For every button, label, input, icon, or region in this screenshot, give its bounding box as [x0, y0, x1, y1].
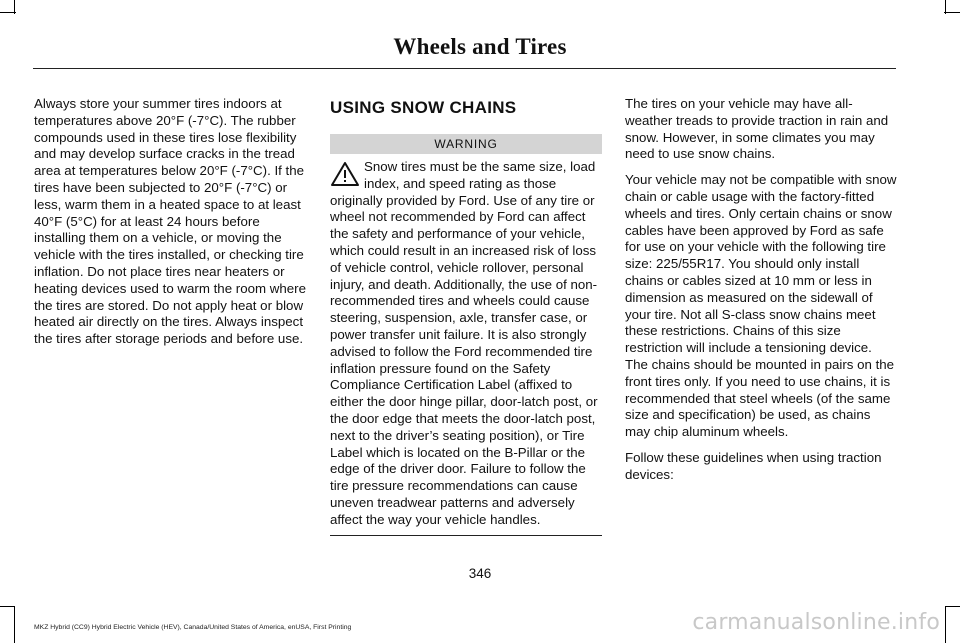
watermark: carmanualsonline.info	[692, 610, 940, 635]
crop-mark	[0, 606, 14, 607]
paragraph: Follow these guidelines when using traction devices:	[625, 449, 882, 482]
warning-text: Snow tires must be the same size, load index, and speed rating as those originally provided by Ford. Use of any tire or wheel not recommended by Ford can affect the safety and performance of your vehicle, which could result in an increased risk of loss of vehicle control, vehicle rollover, personal injury, and death. Additionally, the use of non-recommended tires and wheels could cause steering, suspension, axle, transfer case, or power transfer unit failure. It is also strongly advised to follow the Ford recommended tire inflation pressure found on the Safety Compliance Certification Label (affixed to either the door hinge pillar, door-latch post, or the door edge that meets the door-latch post, next to the driver’s seating position), or Tire Label which is located on the B-Pillar or the edge of the driver door. Failure to follow the tire pressure recommendations can cause uneven treadwear patterns and adversely affect the way your vehicle handles.	[330, 159, 598, 527]
middle-column	[330, 98, 602, 536]
page-title: Wheels and Tires	[393, 34, 567, 59]
header-divider	[33, 68, 896, 69]
footer-text: MKZ Hybrid (CC9) Hybrid Electric Vehicle (HEV), Canada/United States of America, enUSA, First Printing	[34, 624, 352, 631]
warning-divider	[330, 535, 602, 536]
right-column	[625, 96, 897, 493]
section-heading: USING SNOW CHAINS	[330, 98, 517, 117]
warning-triangle-icon	[330, 161, 360, 187]
crop-mark	[946, 606, 960, 607]
paragraph: The tires on your vehicle may have all-weather treads to provide traction in rain and snow. However, in some climates you may need to use snow chains.	[625, 96, 889, 162]
warning-box	[330, 134, 602, 536]
crop-mark	[945, 0, 946, 14]
left-column	[34, 96, 306, 357]
crop-mark	[14, 606, 15, 643]
crop-mark	[945, 606, 946, 643]
page-number: 346	[468, 566, 492, 581]
crop-mark	[14, 0, 15, 14]
paragraph: Always store your summer tires indoors at temperatures above 20°F (-7°C). The rubber compounds used in these tires lose flexibility and may develop surface cracks in the tread area at temperatures below 20°F (-7°C). If the tires have been subjected to 20°F (-7°C) or less, warm them in a heated space to at least 40°F (5°C) for at least 24 hours before installing them on a vehicle, or moving the vehicle with the tires installed, or checking tire inflation. Do not place tires near heaters or heating devices used to warm the room where the tires are stored. Do not apply heat or blow heated air directly on the tires. Always inspect the tires after storage periods and before use.	[34, 96, 306, 347]
warning-label: WARNING	[330, 134, 602, 154]
crop-mark	[944, 12, 960, 13]
paragraph: Your vehicle may not be compatible with snow chain or cable usage with the factory-fitted wheels and tires. Only certain chains or snow cables have been approved by Ford as safe for use on your vehicle with the following tire size: 225/55R17. You should only install chains or cables sized at 10 mm or less in dimension as measured on the sidewall of your tire. Not all S-class snow chains meet these restrictions. Chains of this size restriction will include a tensioning device. The chains should be mounted in pairs on the front tires only. If you need to use chains, it is recommended that steel wheels (of the same size and specification) be used, as chains may chip aluminum wheels.	[625, 172, 897, 440]
